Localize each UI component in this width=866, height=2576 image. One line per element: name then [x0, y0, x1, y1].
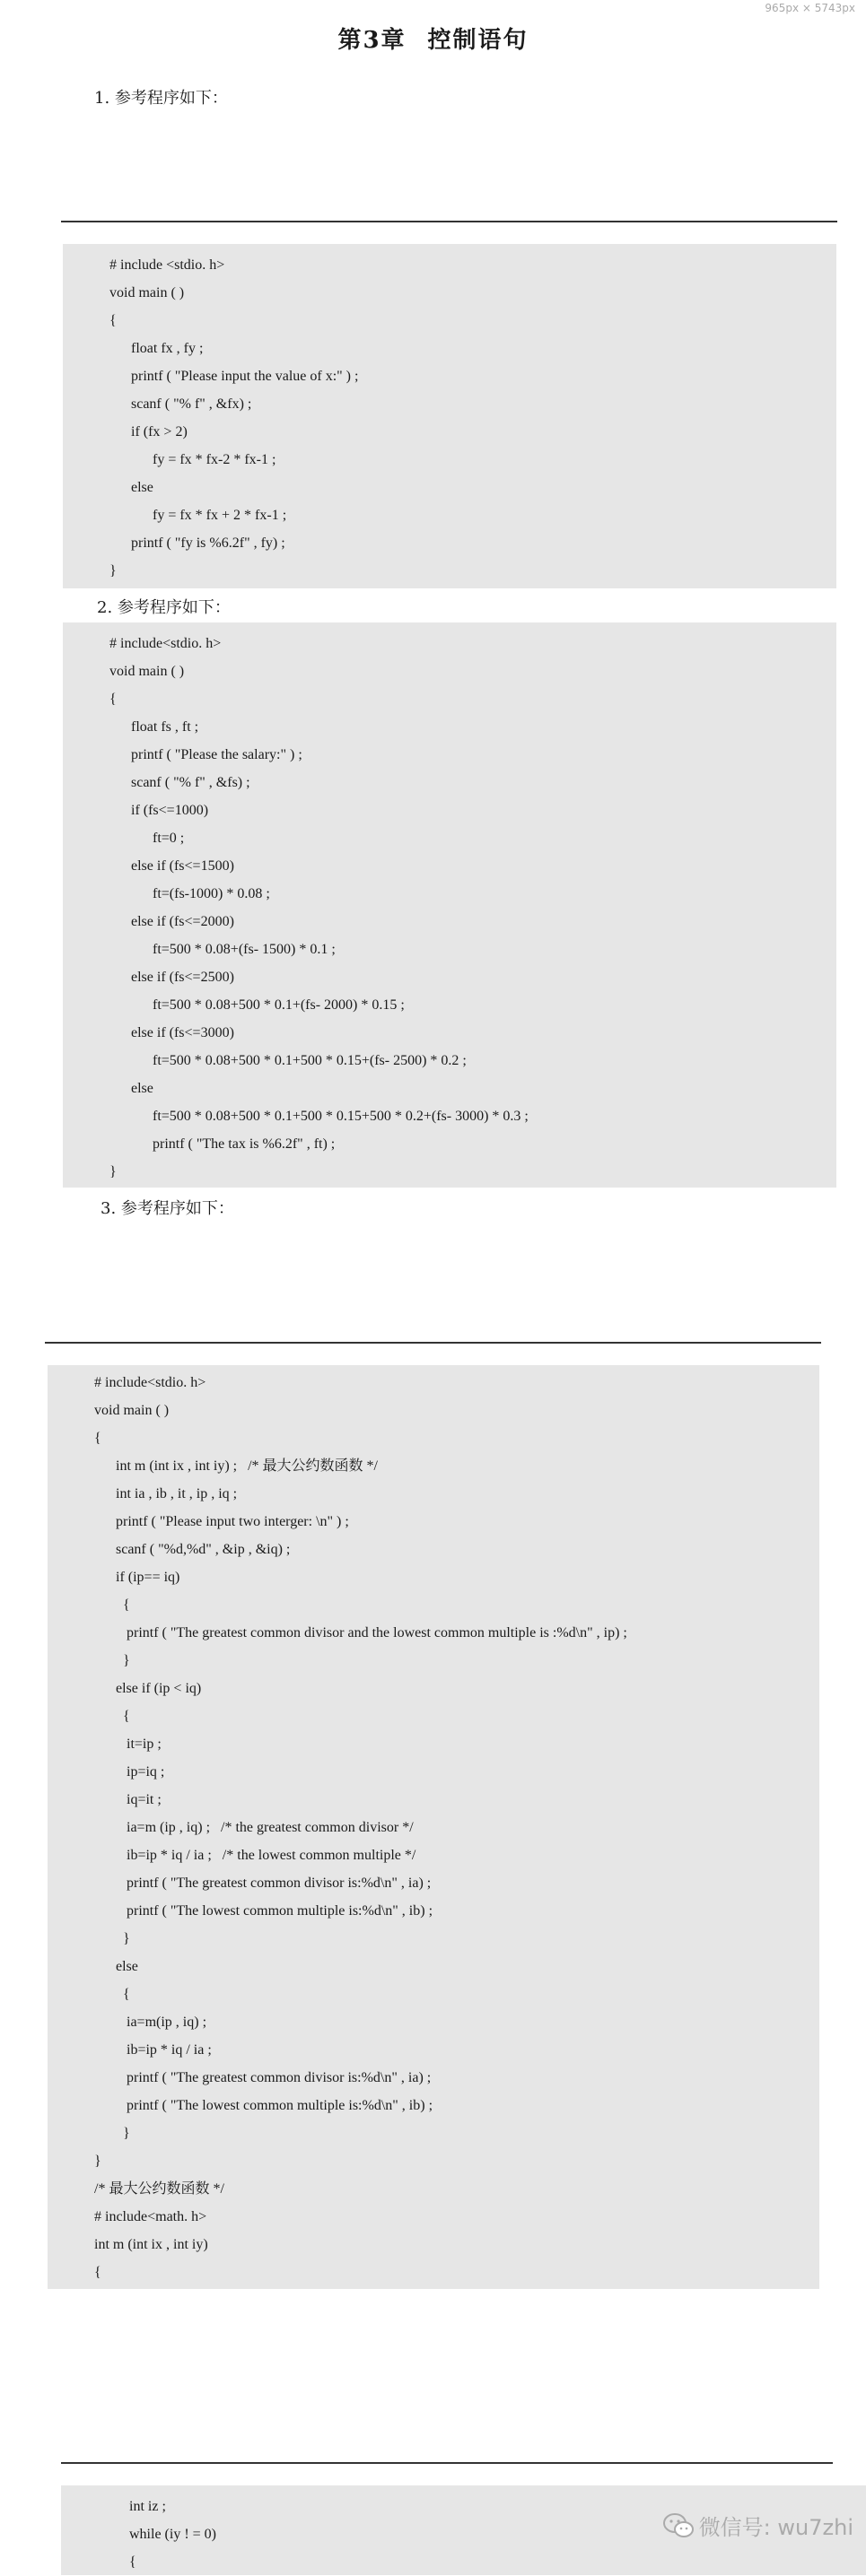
section-heading-1: 1. 参考程序如下：: [94, 89, 228, 108]
code-listing-4: int iz ; while (iy ! = 0) {: [129, 2499, 216, 2570]
code-listing-1: # include <stdio. h> void main ( ) { float fx , fy ; printf ( "Please input the value of x:" ) ; scanf ( "% f" , &fx) ; if (fx > 2) fy = fx * fx-2 * fx-1 ; else fy = fx * fx + 2 * fx-1 ; printf ( "fy is %6.2f" , fy) ; }: [109, 257, 359, 579]
chapter-title: [0, 22, 866, 55]
code-listing-2: # include<stdio. h> void main ( ) { float fs , ft ; printf ( "Please the salary:" ) ; scanf ( "% f" , &fs) ; if (fs<=1000) ft=0 ; else if (fs<=1500) ft=(fs-1000) * 0.08 ; else if (fs<=2000) ft=500 * 0.08+(fs- 1500) * 0.1 ; else if (fs<=2500) ft=500 * 0.08+500 * 0.1+(fs- 2000) * 0.15 ; else if (fs<=3000) ft=500 * 0.08+500 * 0.1+500 * 0.15+(fs- 2500) * 0.2 ; else ft=500 * 0.08+500 * 0.1+500 * 0.15+500 * 0.2+(fs- 3000) * 0.3 ; printf ( "The tax is %6.2f" , ft) ; }: [109, 636, 529, 1179]
code-block-2: [63, 622, 836, 1188]
wechat-icon: [663, 2513, 694, 2538]
section-heading-2: 2. 参考程序如下：: [97, 598, 231, 617]
page-divider: [61, 221, 837, 222]
page-divider: [61, 2462, 833, 2464]
image-size-label: 965px × 5743px: [765, 2, 855, 14]
page-divider: [45, 1342, 821, 1344]
chapter-name: 控制语句: [427, 27, 529, 54]
code-block-1: [63, 244, 836, 588]
section-heading-3: 3. 参考程序如下：: [101, 1199, 234, 1218]
code-block-3: [48, 1365, 819, 2289]
watermark-text: 微信号: wu7zhi: [698, 2515, 853, 2540]
code-listing-3: # include<stdio. h> void main ( ) { int m (int ix , int iy) ; /* 最大公约数函数 */ int ia , ib , it , ip , iq ; printf ( "Please input two interger: \n" ) ; scanf ( "%d,%d" , &ip , &iq) ; if (ip== iq) { printf ( "The greatest common divisor and the lowest common multiple is :%d\n" , ip) ; } else if (ip < iq) { it=ip ; ip=iq ; iq=it ; ia=m (ip , iq) ; /* the greatest common divisor */ ib=ip * iq / ia ; /* the lowest common multiple */ printf ( "The greatest common divisor is:%d\n" , ia) ; printf ( "The lowest common multiple is:%d\n" , ib) ; } else { ia=m(ip , iq) ; ib=ip * iq / ia ; printf ( "The greatest common divisor is:%d\n" , ia) ; printf ( "The lowest common multiple is:%d\n" , ib) ; } } /* 最大公约数函数 */ # include<math. h> int m (int ix , int iy) {: [94, 1375, 627, 2280]
watermark: [663, 2510, 853, 2541]
chapter-number: 第3章: [337, 27, 407, 54]
